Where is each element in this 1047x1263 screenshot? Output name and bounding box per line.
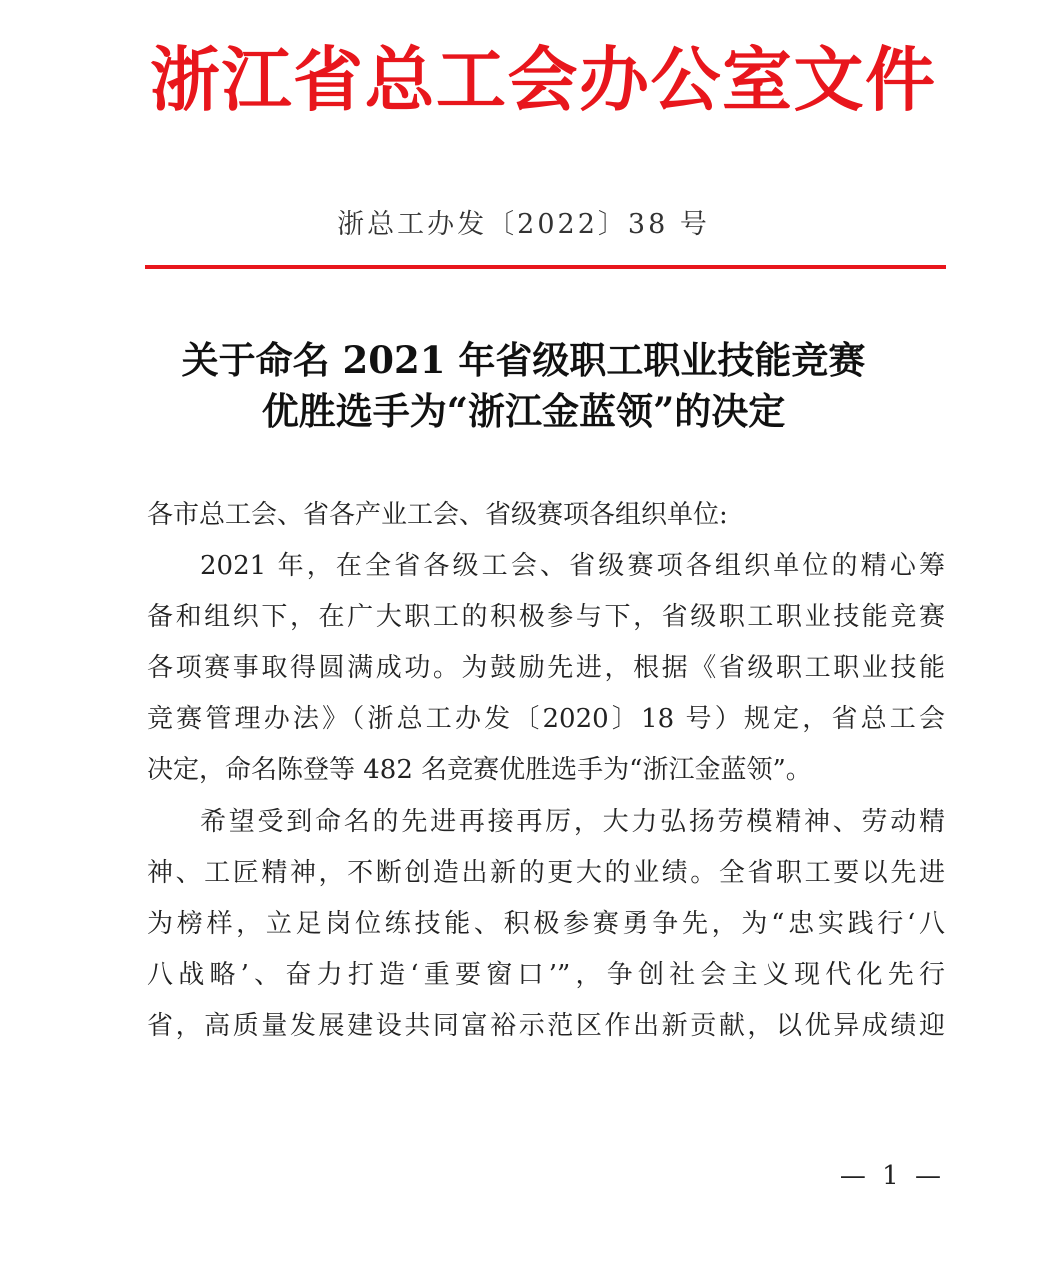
paragraph-line: 省，高质量发展建设共同富裕示范区作出新贡献，以优异成绩迎 <box>147 1011 945 1041</box>
paragraph-line: 竞赛管理办法》（浙总工办发〔2020〕18 号）规定，省总工会 <box>147 704 945 734</box>
document-title-line-2: 优胜选手为“浙江金蓝领”的决定 <box>261 389 786 433</box>
page-number: — 1 — <box>839 1161 945 1191</box>
document-title-line-1: 关于命名 2021 年省级职工职业技能竞赛 <box>181 338 866 382</box>
paragraph-line: 为榜样，立足岗位练技能、积极参赛勇争先，为“忠实践行‘八 <box>147 909 945 939</box>
paragraph-line: 备和组织下，在广大职工的积极参与下，省级职工职业技能竞赛 <box>147 602 945 632</box>
paragraph-line: 各项赛事取得圆满成功。为鼓励先进，根据《省级职工职业技能 <box>147 653 945 683</box>
paragraph-line: 希望受到命名的先进再接再厉，大力弘扬劳模精神、劳动精 <box>200 807 945 837</box>
document-number: 浙总工办发〔2022〕38 号 <box>337 209 710 240</box>
paragraph-line: 决定，命名陈登等 482 名竞赛优胜选手为“浙江金蓝领”。 <box>147 755 812 785</box>
red-divider <box>145 265 946 269</box>
paragraph-line: 神、工匠精神，不断创造出新的更大的业绩。全省职工要以先进 <box>147 858 945 888</box>
paragraph-line: 2021 年，在全省各级工会、省级赛项各组织单位的精心筹 <box>200 551 945 581</box>
addressee: 各市总工会、省各产业工会、省级赛项各组织单位: <box>147 500 728 530</box>
document-header: 浙江省总工会办公室文件 <box>150 39 935 121</box>
paragraph-line: 八战略’、奋力打造‘重要窗口’”，争创社会主义现代化先行 <box>147 960 945 990</box>
